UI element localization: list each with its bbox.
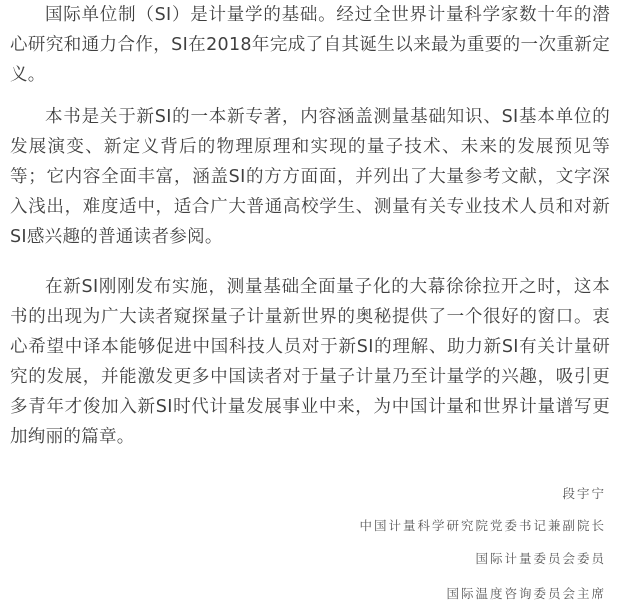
paragraph-hope: 在新SI刚刚发布实施，测量基础全面量子化的大幕徐徐拉开之时，这本书的出现为广大读者窥探量子计量新世界的奥秘提供了一个很好的窗口。衷心希望中译本能够促进中国科技人员对于新SI的理解、助力新SI有关计量研究的发展，并能激发更多中国读者对于量子计量乃至计量学的兴趣，吸引更多青年才俊加入新SI时代计量发展事业中来，为中国计量和世界计量谱写更加绚丽的篇章。 xyxy=(10,277,610,447)
signature-name: 段宇宁 xyxy=(562,486,606,501)
paragraph-book-description: 本书是关于新SI的一本新专著，内容涵盖测量基础知识、SI基本单位的发展演变、新定义背后的物理原理和实现的量子技术、未来的发展预见等等；它内容全面丰富，涵盖SI的方方面面，并列出了大量参考文献，文字深入浅出，难度适中，适合广大普通高校学生、测量有关专业技术人员和对新SI感兴趣的普通读者参阅。 xyxy=(10,107,610,247)
signature-title: 国际计量委员会委员 xyxy=(475,551,606,566)
signature-title: 国际温度咨询委员会主席 xyxy=(446,586,606,601)
signature-title: 中国计量科学研究院党委书记兼副院长 xyxy=(359,518,606,533)
paragraph-intro: 国际单位制（SI）是计量学的基础。经过全世界计量科学家数十年的潜心研究和通力合作，SI在2018年完成了自其诞生以来最为重要的一次重新定义。 xyxy=(10,5,610,85)
